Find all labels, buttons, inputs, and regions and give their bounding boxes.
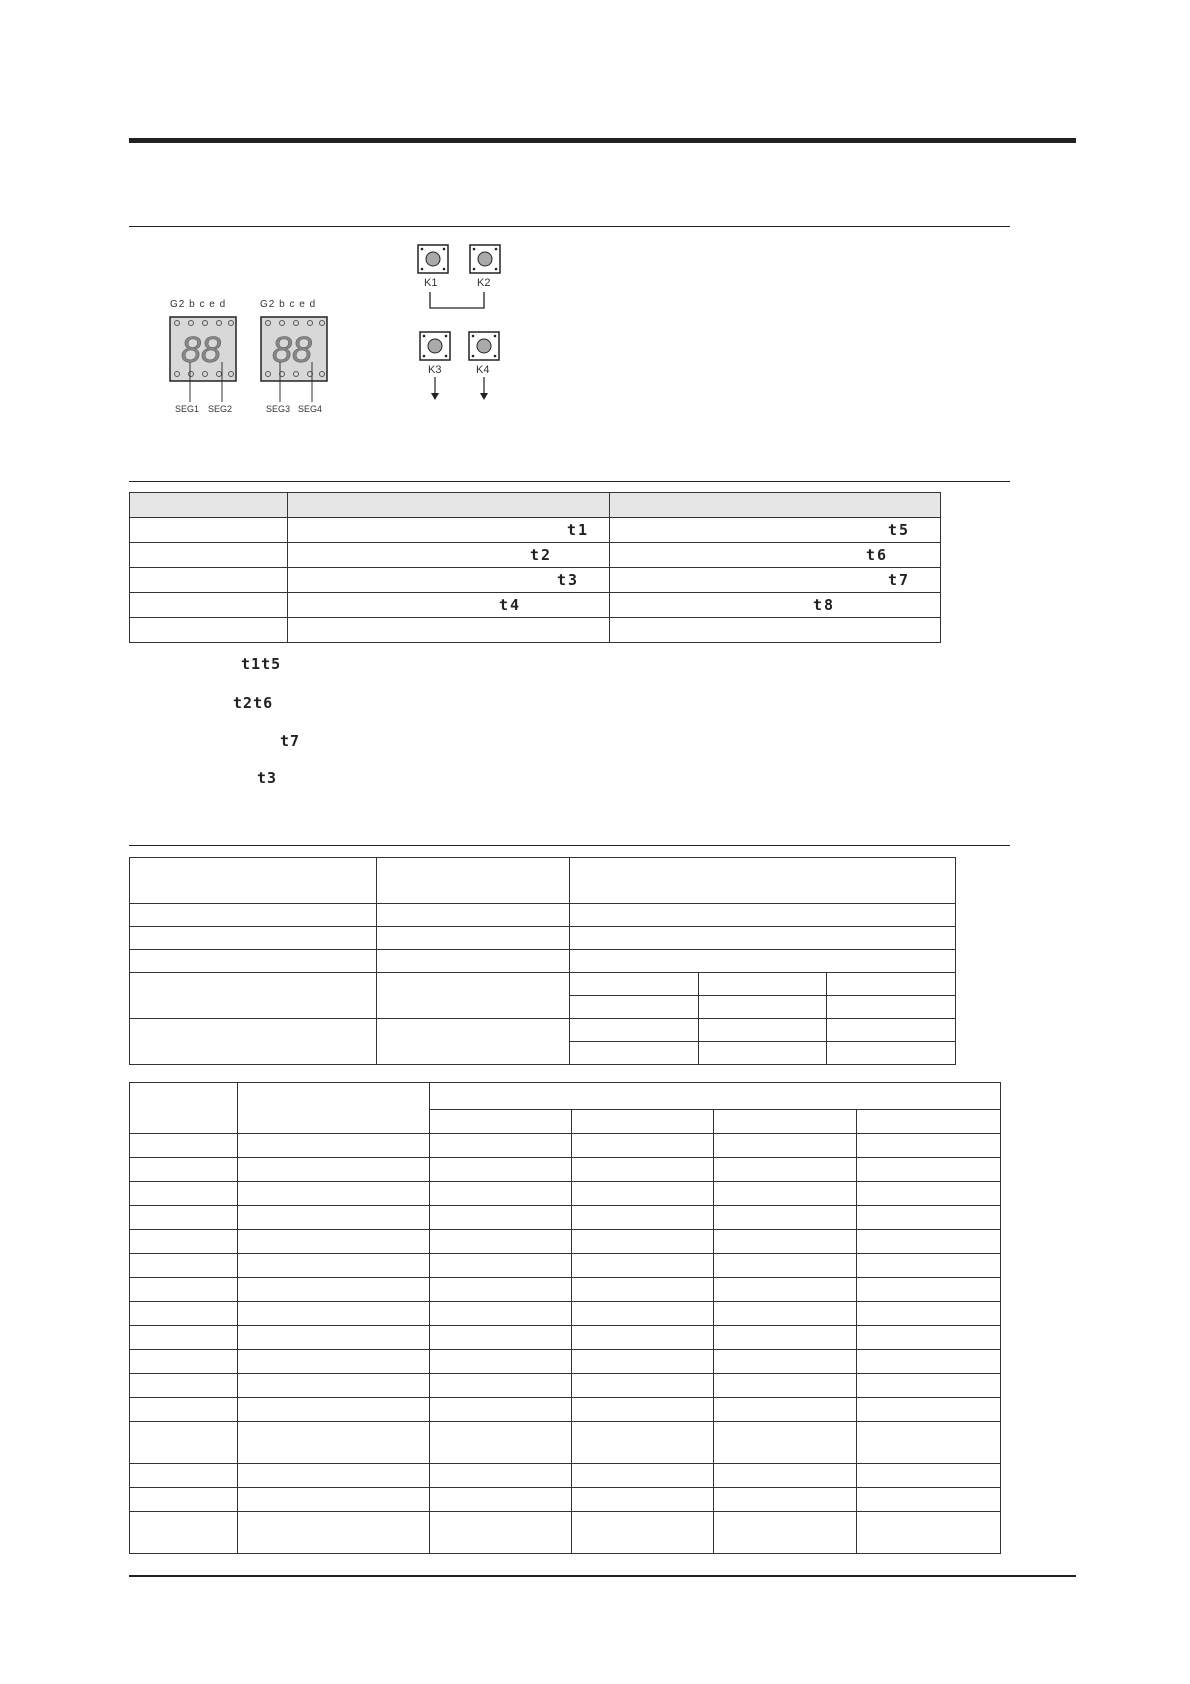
key-k3[interactable]	[419, 331, 451, 361]
settings-table	[129, 857, 956, 1065]
k3-down-arrow-icon	[430, 377, 440, 401]
code-t1: t1	[566, 521, 589, 539]
data-table-header	[130, 1083, 1001, 1110]
seg1-label: SEG1	[175, 404, 200, 414]
code-t3: t3	[556, 571, 579, 589]
table-row	[130, 1464, 1001, 1488]
note-line-1	[241, 655, 281, 673]
table-row	[130, 1350, 1001, 1374]
table-row	[130, 1254, 1001, 1278]
note-code: t1	[241, 655, 262, 673]
table-row	[130, 1326, 1001, 1350]
code-t6: t6	[865, 546, 888, 564]
display-2-leaders	[270, 362, 330, 406]
note-line-4	[257, 769, 277, 787]
top-rule	[129, 138, 1076, 143]
note-code: t6	[253, 694, 274, 712]
seg4-label: SEG4	[298, 404, 323, 414]
key-k2[interactable]	[469, 244, 501, 274]
table-row	[130, 1230, 1001, 1254]
table-row	[130, 1019, 956, 1042]
code-t7: t7	[887, 571, 910, 589]
table-row	[130, 1278, 1001, 1302]
table-row	[130, 543, 941, 568]
note-code: t2	[233, 694, 254, 712]
table-row	[130, 1182, 1001, 1206]
code-t2: t2	[529, 546, 552, 564]
svg-text:88: 88	[272, 329, 313, 370]
table-row	[130, 568, 941, 593]
code-t4: t4	[498, 596, 521, 614]
key-k3-label: K3	[428, 364, 442, 376]
note-code: t5	[261, 655, 282, 673]
table-row	[130, 927, 956, 950]
note-code: t7	[280, 732, 301, 750]
table-row	[130, 1398, 1001, 1422]
svg-text:88: 88	[181, 329, 222, 370]
table-row	[130, 973, 956, 996]
table-row	[130, 1302, 1001, 1326]
key-k4[interactable]	[468, 331, 500, 361]
codes-table-header	[130, 493, 941, 518]
table-row	[130, 1488, 1001, 1512]
display-1-header: G2 b c e d	[170, 299, 227, 310]
table-row	[130, 950, 956, 973]
display-1-leaders	[180, 362, 240, 406]
codes-table	[129, 492, 941, 643]
key-k2-label: K2	[477, 277, 491, 289]
table-row	[130, 1158, 1001, 1182]
seg2-label: SEG2	[208, 404, 233, 414]
section-3-rule	[129, 845, 1010, 846]
table-row	[130, 1134, 1001, 1158]
table-row	[130, 1422, 1001, 1464]
table-row	[130, 1512, 1001, 1554]
k1-k2-bracket	[428, 292, 488, 312]
key-k1[interactable]	[417, 244, 449, 274]
code-t8: t8	[812, 596, 835, 614]
note-line-3	[280, 732, 300, 750]
display-2-header: G2 b c e d	[260, 299, 317, 310]
table-row	[130, 1206, 1001, 1230]
section-2-rule	[129, 481, 1010, 482]
table-row	[130, 593, 941, 618]
settings-table-header	[130, 858, 956, 904]
section-1-rule	[129, 226, 1010, 227]
table-row	[130, 904, 956, 927]
key-k4-label: K4	[476, 364, 490, 376]
seg3-label: SEG3	[266, 404, 291, 414]
k4-down-arrow-icon	[479, 377, 489, 401]
table-row	[130, 618, 941, 643]
key-k1-label: K1	[424, 277, 438, 289]
note-line-2	[233, 694, 273, 712]
code-t5: t5	[887, 521, 910, 539]
table-row	[130, 1374, 1001, 1398]
note-code: t3	[257, 769, 278, 787]
data-table	[129, 1082, 1001, 1554]
bottom-rule	[129, 1575, 1076, 1577]
table-row	[130, 518, 941, 543]
